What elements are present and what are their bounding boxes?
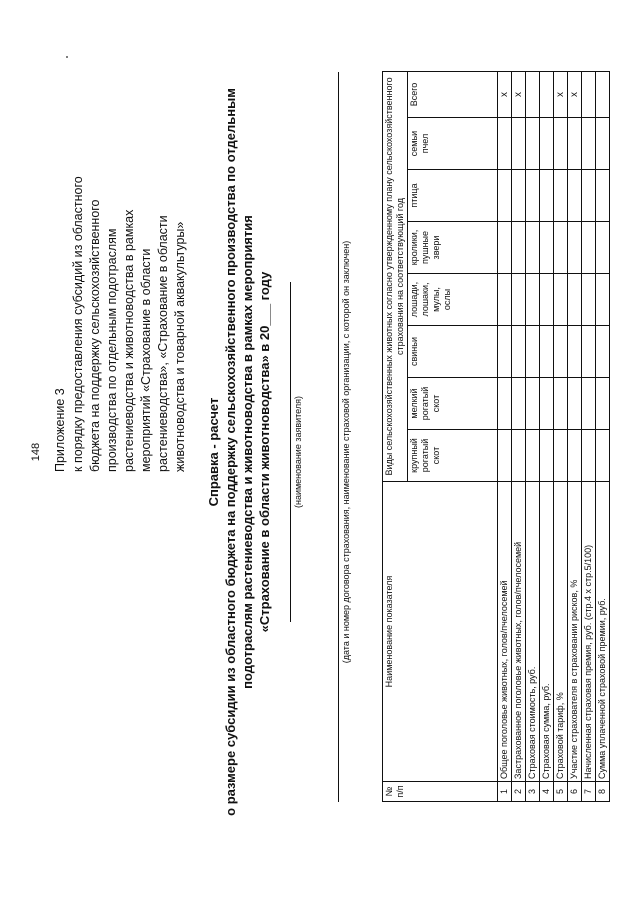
title-line: Справка - расчет bbox=[206, 397, 221, 507]
table-row bbox=[512, 71, 526, 801]
row-number: 3 bbox=[526, 782, 540, 802]
animal-col-header: крупный рогатый скот bbox=[408, 430, 498, 482]
total-cell: х bbox=[568, 71, 582, 117]
row-number: 8 bbox=[596, 782, 610, 802]
col-name-header: Наименование показателя bbox=[383, 482, 498, 782]
page-number: 148 bbox=[30, 442, 42, 462]
title-line: подотраслям растениеводства и животноводства в рамках мероприятия bbox=[240, 215, 255, 689]
total-col-header: Всего bbox=[408, 71, 498, 117]
animal-col-header: мелкий рогатый скот bbox=[408, 378, 498, 430]
appendix-line: бюджета на поддержку сельскохозяйственного bbox=[88, 199, 102, 472]
total-cell bbox=[582, 71, 596, 117]
appendix-line: мероприятий «Страхование в области bbox=[139, 248, 153, 472]
appendix-line: животноводства и товарной аквакультуры» bbox=[173, 221, 187, 472]
table-row bbox=[554, 71, 568, 801]
animal-col-header: кролики, пушные звери bbox=[408, 222, 498, 274]
contract-caption: (дата и номер договора страхования, наименование страховой организации, с которой он заключен) bbox=[341, 240, 351, 664]
row-number: 7 bbox=[582, 782, 596, 802]
total-cell: х bbox=[498, 71, 512, 117]
row-label: Страховая стоимость, руб. bbox=[526, 482, 540, 782]
row-number: 6 bbox=[568, 782, 582, 802]
row-number: 4 bbox=[540, 782, 554, 802]
row-number: 5 bbox=[554, 782, 568, 802]
animal-group-header: Виды сельскохозяйственных животных согласно утвержденному плану сельскохозяйственного страхования на соответствующий год bbox=[383, 71, 408, 481]
rotated-content bbox=[30, 32, 610, 872]
row-label: Начисленная страховая премия, руб. (стр.4 х стр.5/100) bbox=[582, 482, 596, 782]
row-label: Страховая сумма, руб. bbox=[540, 482, 554, 782]
table-row bbox=[596, 71, 610, 801]
table-row bbox=[526, 71, 540, 801]
applicant-caption: (наименование заявителя) bbox=[293, 395, 303, 509]
applicant-fill-line bbox=[290, 282, 291, 622]
appendix-heading: Приложение 3 bbox=[53, 388, 67, 472]
contract-fill-line bbox=[338, 72, 339, 802]
row-label: Сумма уплаченной страховой премии, руб. bbox=[596, 482, 610, 782]
appendix-line: к порядку предоставления субсидий из областного bbox=[71, 176, 85, 472]
row-label: Застрахованное поголовье животных, голов/пчелосемей bbox=[512, 482, 526, 782]
table-row bbox=[568, 71, 582, 801]
col-num-header: № п/п bbox=[383, 782, 498, 802]
total-cell: х bbox=[554, 71, 568, 117]
row-number: 2 bbox=[512, 782, 526, 802]
table-row bbox=[582, 71, 596, 801]
animal-col-header: лошади, лошаки, мулы, ослы bbox=[408, 274, 498, 326]
row-number: 1 bbox=[498, 782, 512, 802]
appendix-line: растениеводства», «Страхование в области bbox=[156, 215, 170, 472]
title-line: «Страхование в области животноводства» в 20___ году bbox=[257, 271, 272, 633]
total-cell bbox=[526, 71, 540, 117]
total-cell bbox=[540, 71, 554, 117]
animal-col-header: свиньи bbox=[408, 326, 498, 378]
row-label: Участие страхователя в страховании рисков, % bbox=[568, 482, 582, 782]
total-cell: х bbox=[512, 71, 526, 117]
appendix-block bbox=[52, 52, 189, 472]
row-label: Страховой тариф, % bbox=[554, 482, 568, 782]
table-row bbox=[498, 71, 512, 801]
calculation-table bbox=[382, 71, 610, 802]
animal-col-header: птица bbox=[408, 170, 498, 222]
document-title bbox=[205, 32, 273, 872]
total-cell bbox=[596, 71, 610, 117]
table-row bbox=[540, 71, 554, 801]
animal-col-header: семьи пчел bbox=[408, 118, 498, 170]
appendix-line: производства по отдельным подотраслям bbox=[105, 228, 119, 472]
appendix-line: растениеводства и животноводства в рамках bbox=[122, 209, 136, 472]
row-label: Общее поголовье животных, голов/пчелосемей bbox=[498, 482, 512, 782]
title-line: о размере субсидии из областного бюджета на поддержку сельскохозяйственного производства по отдельным bbox=[223, 88, 238, 816]
